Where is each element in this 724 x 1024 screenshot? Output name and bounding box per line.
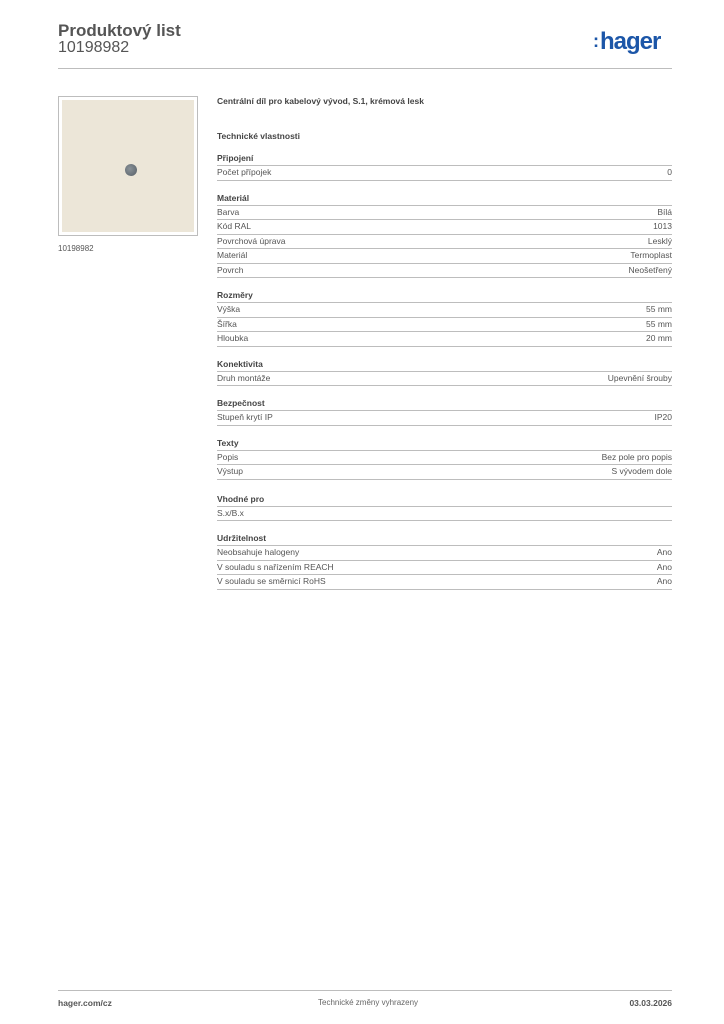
property-row: [217, 220, 672, 235]
property-value: 55 mm: [646, 318, 672, 329]
property-label: Barva: [217, 206, 240, 217]
property-label: Stupeň krytí IP: [217, 412, 273, 422]
property-section: [217, 397, 672, 426]
property-section: [217, 289, 672, 347]
property-value: 0: [667, 167, 672, 177]
logo-dots: :: [593, 31, 599, 51]
property-value: 20 mm: [646, 333, 672, 343]
property-label: V souladu s nařízením REACH: [217, 561, 334, 572]
product-number: 10198982: [58, 39, 130, 56]
property-row: [217, 332, 672, 347]
property-value: 55 mm: [646, 304, 672, 314]
property-row: [217, 546, 672, 561]
hager-logo: [593, 28, 660, 55]
property-label: Výstup: [217, 466, 243, 476]
property-row: [217, 249, 672, 264]
property-value: Ano: [656, 576, 672, 586]
property-section: [217, 152, 672, 181]
property-label: Počet přípojek: [217, 167, 272, 177]
property-section: [217, 437, 672, 480]
property-label: Hloubka: [217, 333, 249, 343]
section-title: Bezpečnost: [217, 397, 672, 411]
property-value: Bílá: [657, 206, 672, 217]
properties-content: [217, 95, 672, 601]
property-value: Ano: [656, 547, 672, 557]
property-section: [217, 358, 672, 387]
section-title: Připojení: [217, 152, 672, 166]
property-label: Výška: [217, 304, 241, 314]
property-label: Povrchová úprava: [217, 235, 286, 246]
cable-outlet-hole: [125, 164, 137, 176]
property-label: Šířka: [217, 318, 237, 329]
properties-sections: [217, 152, 672, 590]
product-description: Centrální díl pro kabelový vývod, S.1, krémová lesk: [217, 96, 424, 106]
property-row: [217, 451, 672, 466]
section-title: Rozměry: [217, 289, 672, 303]
property-row: [217, 507, 672, 522]
property-value: S vývodem dole: [611, 466, 672, 476]
section-title: Texty: [217, 437, 672, 451]
property-value: Termoplast: [630, 250, 672, 260]
property-value: Neošetřený: [628, 264, 672, 275]
property-label: Neobsahuje halogeny: [217, 547, 300, 557]
property-section: [217, 192, 672, 279]
technical-properties-heading: Technické vlastnosti: [217, 131, 300, 141]
property-value: Upevnění šrouby: [607, 372, 672, 383]
product-plate: [62, 100, 194, 232]
property-label: S.x/B.x: [217, 507, 244, 518]
property-row: [217, 411, 672, 426]
property-value: Ano: [656, 561, 672, 572]
property-value: 1013: [653, 221, 672, 231]
property-row: [217, 206, 672, 221]
footer-divider: [58, 990, 672, 991]
header-divider: [58, 68, 672, 69]
property-label: Kód RAL: [217, 221, 252, 231]
section-title: Udržitelnost: [217, 532, 672, 546]
property-label: V souladu se směrnicí RoHS: [217, 576, 326, 586]
section-title: Vhodné pro: [217, 493, 672, 507]
section-title: Materiál: [217, 192, 672, 206]
property-section: [217, 532, 672, 590]
property-row: [217, 303, 672, 318]
footer-website: hager.com/cz: [58, 998, 112, 1008]
property-row: [217, 561, 672, 576]
property-row: [217, 166, 672, 181]
property-row: [217, 318, 672, 333]
property-row: [217, 235, 672, 250]
property-row: [217, 575, 672, 590]
property-label: Popis: [217, 451, 239, 462]
property-value: IP20: [654, 412, 672, 422]
property-value: Bez pole pro popis: [601, 451, 672, 462]
page-title: Produktový list: [58, 21, 181, 40]
property-row: [217, 372, 672, 387]
footer-date: 03.03.2026: [629, 998, 672, 1008]
property-value: Lesklý: [647, 235, 672, 246]
product-image: [58, 96, 198, 236]
section-title: Konektivita: [217, 358, 672, 372]
logo-text: hager: [600, 28, 661, 55]
footer-disclaimer: Technické změny vyhrazeny: [318, 998, 419, 1007]
property-label: Druh montáže: [217, 372, 271, 383]
property-label: Povrch: [217, 264, 244, 275]
property-row: [217, 264, 672, 279]
image-caption: 10198982: [58, 244, 94, 253]
property-row: [217, 465, 672, 480]
property-label: Materiál: [217, 250, 248, 260]
property-section: [217, 493, 672, 522]
